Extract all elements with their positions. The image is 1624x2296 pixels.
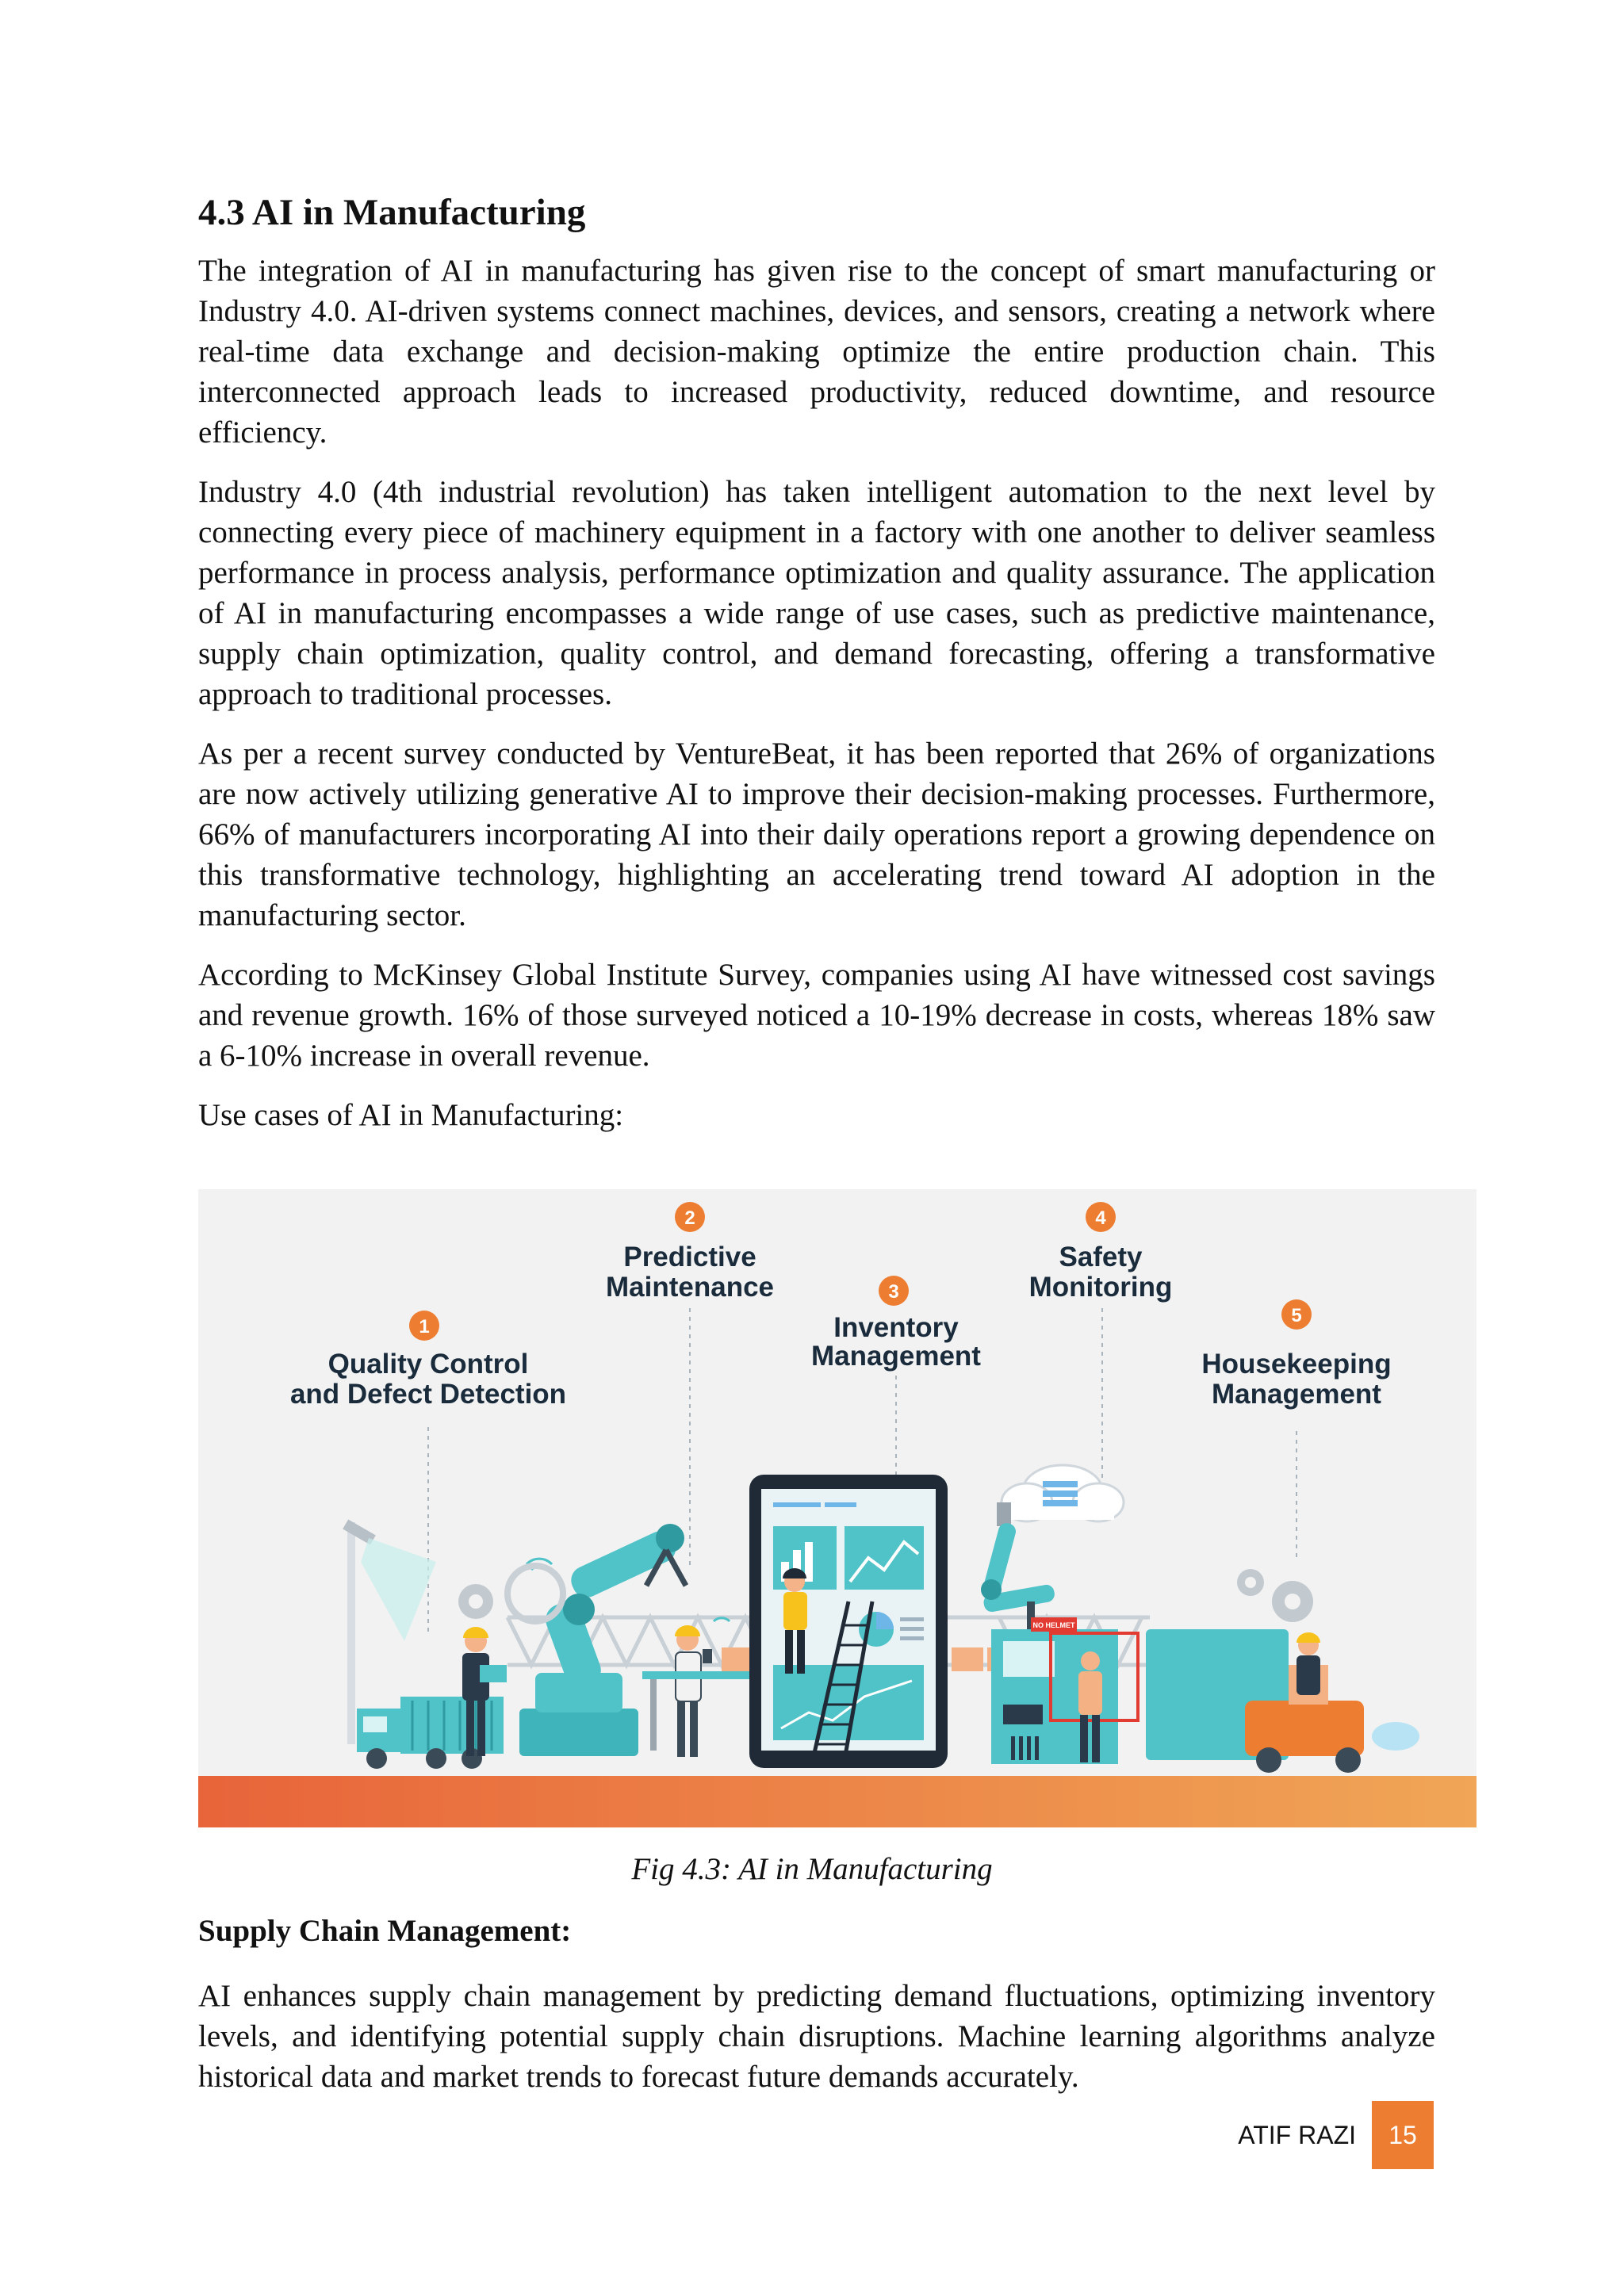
label-safety-2: Monitoring xyxy=(1028,1272,1173,1303)
badge-2 xyxy=(675,1202,705,1232)
label-predictive-2: Maintenance xyxy=(606,1272,774,1303)
footer-author: ATIF RAZI xyxy=(1238,2120,1356,2149)
label-predictive-1: Predictive xyxy=(623,1242,756,1272)
label-inventory-2: Management xyxy=(811,1341,981,1372)
badge-4 xyxy=(1086,1202,1116,1232)
paragraph-industry-4: Industry 4.0 (4th industrial revolution) has taken intelligent automation to the next level by connecting every piece of machinery equipment in a factory with one another to deliver seamless performance in process analysis, performance optimization and quality assurance. The application of AI in manufacturing encompasses a wide range of use cases, such as predictive maintenance, supply chain optimization, quality control, and demand forecasting, offering a transformative approach to traditional processes. xyxy=(198,475,1435,712)
label-quality-control-1: Quality Control xyxy=(327,1349,529,1380)
paragraph-mckinsey: According to McKinsey Global Institute Survey, companies using AI have witnessed cost savings and revenue growth. 16% of those surveyed noticed a 10-19% decrease in costs, whereas 18% saw a 6-10% increase in overall revenue. xyxy=(198,958,1435,1073)
paragraph-venturebeat: As per a recent survey conducted by VentureBeat, it has been reported that 26% of organizations are now actively utilizing generative AI to improve their decision-making processes. Furthermore, 66% of manufacturers incorporating AI into their daily operations report a growing dependence on this transformative technology, highlighting an accelerating trend toward AI adoption in the manufacturing sector. xyxy=(198,737,1435,933)
label-safety-1: Safety xyxy=(1059,1242,1143,1272)
label-inventory-1: Inventory xyxy=(833,1312,959,1343)
page-number: 15 xyxy=(1372,2101,1434,2169)
svg-text:4: 4 xyxy=(1095,1207,1106,1229)
label-housekeeping-1: Housekeeping xyxy=(1201,1349,1392,1380)
svg-text:5: 5 xyxy=(1291,1305,1302,1326)
floor-band xyxy=(198,1776,1477,1827)
no-helmet-sign: NO HELMET xyxy=(1032,1621,1075,1629)
svg-text:1: 1 xyxy=(419,1316,430,1337)
page-footer xyxy=(1238,2101,1434,2169)
svg-text:3: 3 xyxy=(888,1281,899,1303)
section-title: 4.3 AI in Manufacturing xyxy=(198,192,586,233)
paragraph-use-cases-intro: Use cases of AI in Manufacturing: xyxy=(198,1098,624,1133)
badge-5 xyxy=(1281,1299,1312,1330)
factory-illustration xyxy=(198,1189,1477,1827)
label-housekeeping-2: Management xyxy=(1212,1379,1381,1410)
safety-machine xyxy=(991,1617,1138,1764)
subheading-supply-chain: Supply Chain Management: xyxy=(198,1914,572,1948)
figure-caption: Fig 4.3: AI in Manufacturing xyxy=(631,1852,993,1886)
label-quality-control-2: and Defect Detection xyxy=(289,1379,567,1410)
figure-ai-manufacturing xyxy=(198,1189,1477,1827)
badge-1 xyxy=(409,1311,439,1341)
badge-3 xyxy=(879,1276,909,1306)
paragraph-intro: The integration of AI in manufacturing has given rise to the concept of smart manufacturing or Industry 4.0. AI-driven systems connect machines, devices, and sensors, creating a network where real-time data exchange and decision-making optimize the entire production chain. This interconnected approach leads to increased productivity, reduced downtime, and resource efficiency. xyxy=(198,254,1435,450)
svg-text:2: 2 xyxy=(684,1207,695,1229)
paragraph-supply-chain: AI enhances supply chain management by predicting demand fluctuations, optimizing inventory levels, and identifying potential supply chain disruptions. Machine learning algorithms analyze historical data and market trends to forecast future demands accurately. xyxy=(198,1979,1435,2094)
page-body xyxy=(198,190,1435,1154)
